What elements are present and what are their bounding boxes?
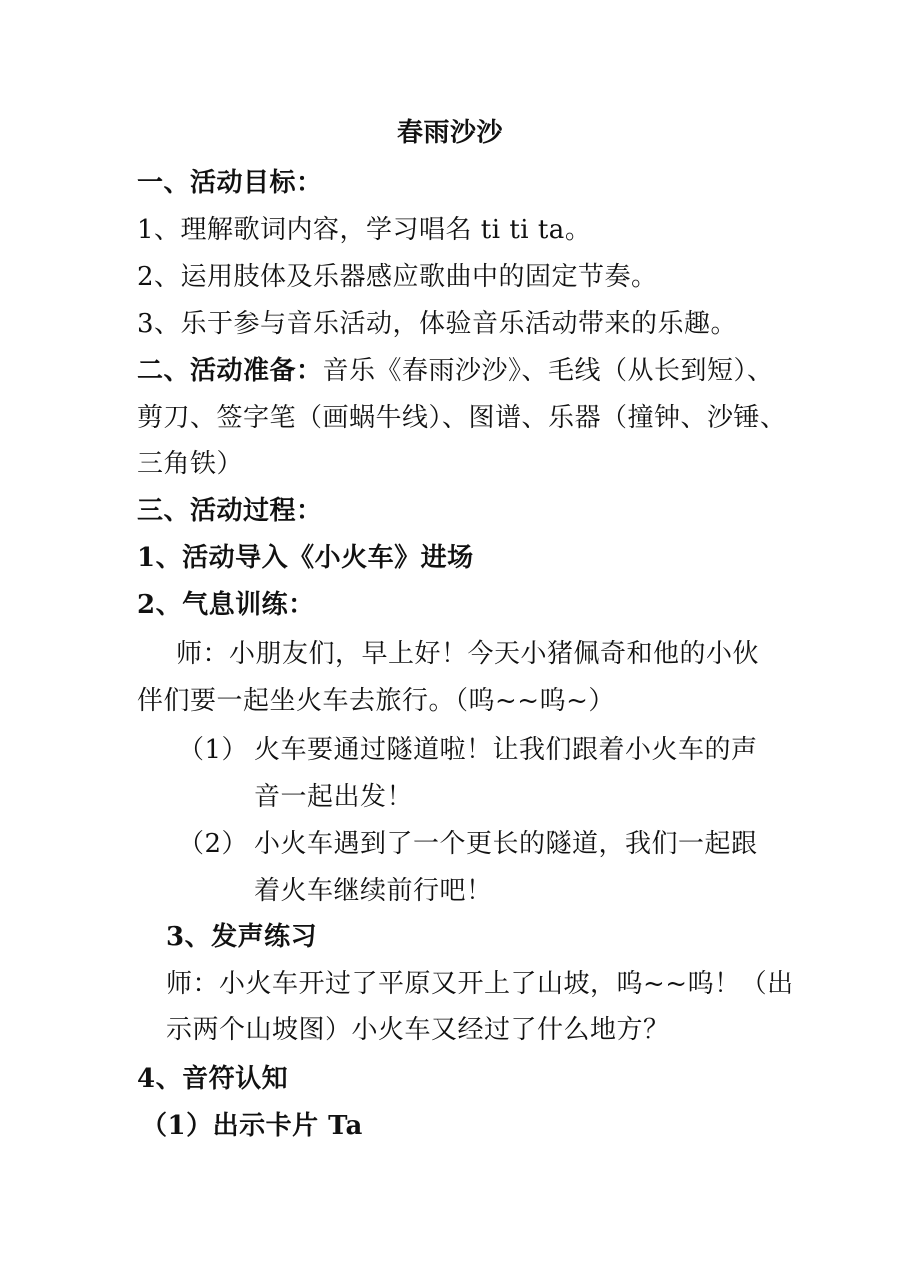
preparation-line-3: 三角铁） <box>137 449 244 479</box>
step-2-sub-2-line-2: 着火车继续前行吧！ <box>254 876 493 906</box>
page-title: 春雨沙沙 <box>396 118 503 148</box>
step-2-sub-1-line-1: 火车要通过隧道啦！让我们跟着小火车的声 <box>254 735 758 765</box>
goals-heading: 一、活动目标： <box>137 168 323 198</box>
process-heading: 三、活动过程： <box>137 496 323 526</box>
preparation-text-1: 音乐《春雨沙沙》、毛线（从长到短）、 <box>322 356 774 386</box>
step-2-sub-2-number: （2） <box>178 829 249 859</box>
process-step-1: 1、活动导入《小火车》进场 <box>137 543 474 573</box>
goal-item-3: 3、乐于参与音乐活动，体验音乐活动带来的乐趣。 <box>137 309 738 339</box>
process-step-3-heading: 3、发声练习 <box>166 922 318 952</box>
step-3-paragraph-line-2: 示两个山坡图）小火车又经过了什么地方？ <box>166 1015 670 1045</box>
preparation-heading: 二、活动准备： <box>137 356 323 386</box>
preparation-line-1 <box>137 354 774 388</box>
goal-item-2: 2、运用肢体及乐器感应歌曲中的固定节奏。 <box>137 262 658 292</box>
step-2-sub-2-line-1: 小火车遇到了一个更长的隧道，我们一起跟 <box>254 829 758 859</box>
step-3-paragraph-line-1: 师：小火车开过了平原又开上了山坡，呜~~呜！（出 <box>166 969 794 999</box>
goal-item-1: 1、理解歌词内容，学习唱名 ti ti ta。 <box>137 215 592 245</box>
step-4-sub-1: （1）出示卡片 Ta <box>141 1111 363 1141</box>
process-step-4-heading: 4、音符认知 <box>137 1064 289 1094</box>
step-2-sub-1-line-2: 音一起出发！ <box>254 782 414 812</box>
step-2-paragraph-line-1: 师：小朋友们，早上好！今天小猪佩奇和他的小伙 <box>176 639 760 669</box>
process-step-2-heading: 2、气息训练： <box>137 590 315 620</box>
step-2-paragraph-line-2: 伴们要一起坐火车去旅行。（呜~~呜~） <box>137 686 615 716</box>
step-2-sub-1-number: （1） <box>178 735 249 765</box>
preparation-line-2: 剪刀、签字笔（画蜗牛线）、图谱、乐器（撞钟、沙锤、 <box>137 403 787 433</box>
